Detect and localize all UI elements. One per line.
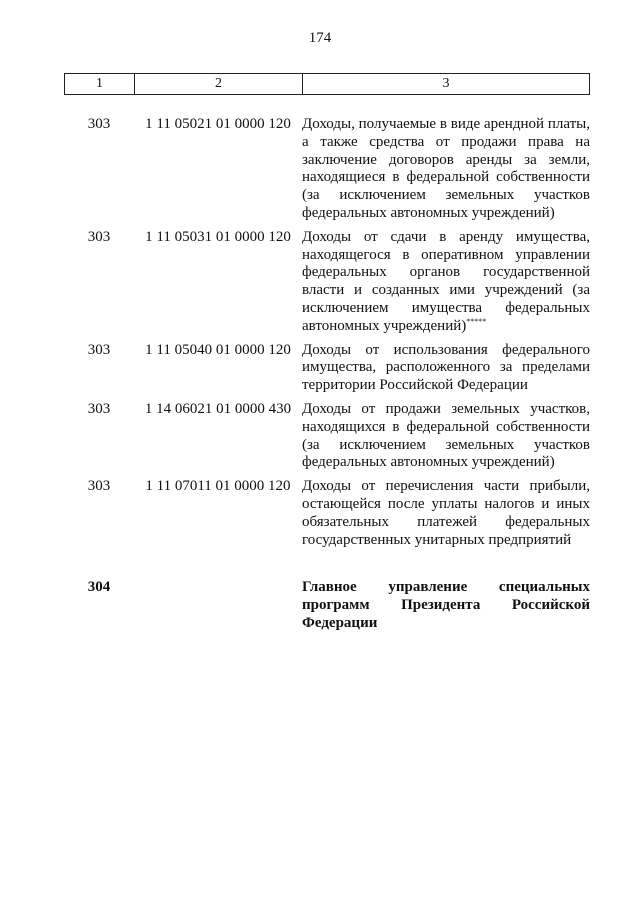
budget-code: 1 11 05021 01 0000 120 [145,116,291,132]
admin-code: 303 [87,478,111,495]
section-code-empty [134,579,302,632]
row-description: Доходы от перечисления части прибыли, остающейся после уплаты налогов и иных обязательных платежей федеральных государственных унитарных предприятий [302,478,590,548]
row-description: Доходы, получаемые в виде арендной платы, а также средства от продажи права на заключение договоров аренды за земли, находящиеся в федеральной собственности (за исключением земельных участков федеральных автономных учреждений) [302,116,590,221]
row-description-wrap [302,229,590,336]
header-col-2: 2 [135,74,303,94]
row-description: Доходы от сдачи в аренду имущества, находящегося в оперативном управлении федеральных органов государственной власти и созданных ими учреждений (за исключением имущества федеральных автономных учреждений) [302,228,590,334]
table-row [64,401,590,472]
admin-code: 303 [87,116,111,132]
table-row [64,116,590,223]
section-title: Главное управление специальных программ Президента Российской Федерации [302,579,590,631]
row-description: Доходы от продажи земельных участков, находящихся в федеральной собственности (за исключением земельных участков федеральных автономных учреждений) [302,400,590,471]
page-number: 174 [308,30,332,46]
table-body [64,116,590,633]
admin-code: 303 [87,341,111,358]
header-col-1: 1 [65,74,135,94]
section-header-row [64,579,590,632]
section-admin-code: 304 [87,579,111,596]
budget-code: 1 11 07011 01 0000 120 [145,478,291,495]
table-row [64,229,590,336]
header-col-3: 3 [442,76,450,91]
budget-code: 1 11 05040 01 0000 120 [145,341,291,358]
footnote-mark: ***** [466,316,487,326]
table-row [64,478,590,549]
admin-code: 303 [87,228,111,245]
row-description: Доходы от использования федерального имущества, расположенного за пределами территории Российской Федерации [302,341,590,394]
admin-code: 303 [87,400,111,417]
budget-code: 1 14 06021 01 0000 430 [144,400,292,417]
table-header [64,73,590,95]
budget-code: 1 11 05031 01 0000 120 [145,228,291,245]
table-row [64,342,590,395]
